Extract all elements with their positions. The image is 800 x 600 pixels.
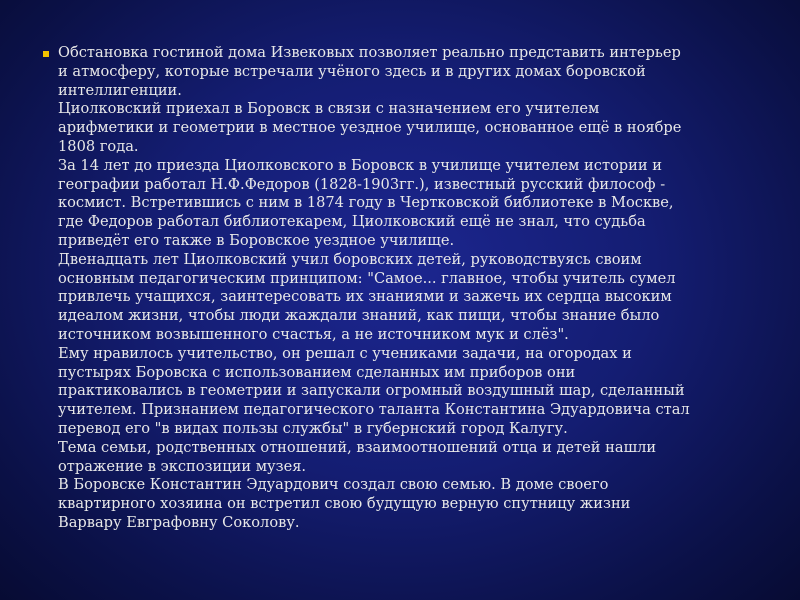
- paragraph-family: В Боровске Константин Эдуардович создал свою семью. В доме своего квартирного хозяина он встретил свою будущую верную спутницу жизни Варвару Евграфовну Соколову.: [58, 476, 631, 531]
- bullet-text-block: [58, 44, 748, 533]
- bullet-square-icon: [43, 51, 49, 57]
- paragraph-family-theme: Тема семьи, родственных отношений, взаимоотношений отца и детей нашли отражение в экспозиции музея.: [58, 438, 657, 475]
- paragraph-teaching-principle: Двенадцать лет Циолковский учил боровских детей, руководствуясь своим основным педагогическим принципом: "Самое... главное, чтобы учитель сумел привлечь учащихся, заинтересовать их знаниями и зажечь их сердца высоким идеалом жизни, чтобы люди жаждали знаний, как пищи, чтобы знание было источником возвышенного счастья, а не источником мук и слёз".: [58, 250, 676, 343]
- paragraph-living-room: Обстановка гостиной дома Извековых позволяет реально представить интерьер и атмосферу, которые встречали учёного здесь и в других домах боровской интеллигенции.: [58, 44, 681, 99]
- paragraph-arrival: Циолковский приехал в Боровск в связи с назначением его учителем арифметики и геометрии в местное уездное училище, основанное ещё в ноябре 1808 года.: [58, 100, 682, 155]
- paragraph-fedorov: За 14 лет до приезда Циолковского в Боровск в училище учителем истории и географии работал Н.Ф.Федоров (1828-1903гг.), известный русский философ - космист. Встретившись с ним в 1874 году в Чертковской библиотеке в Москве, где Федоров работал библиотекарем, Циолковский ещё не знал, что судьба приведёт его также в Боровское уездное училище.: [58, 156, 674, 249]
- paragraph-teaching-practice: Ему нравилось учительство, он решал с учениками задачи, на огородах и пустырях Боровска с использованием сделанных им приборов они практиковались в геометрии и запускали огромный воздушный шар, сделанный учителем. Признанием педагогического таланта Константина Эдуардовича стал перевод его "в видах пользы службы" в губернский город Калугу.: [58, 344, 690, 437]
